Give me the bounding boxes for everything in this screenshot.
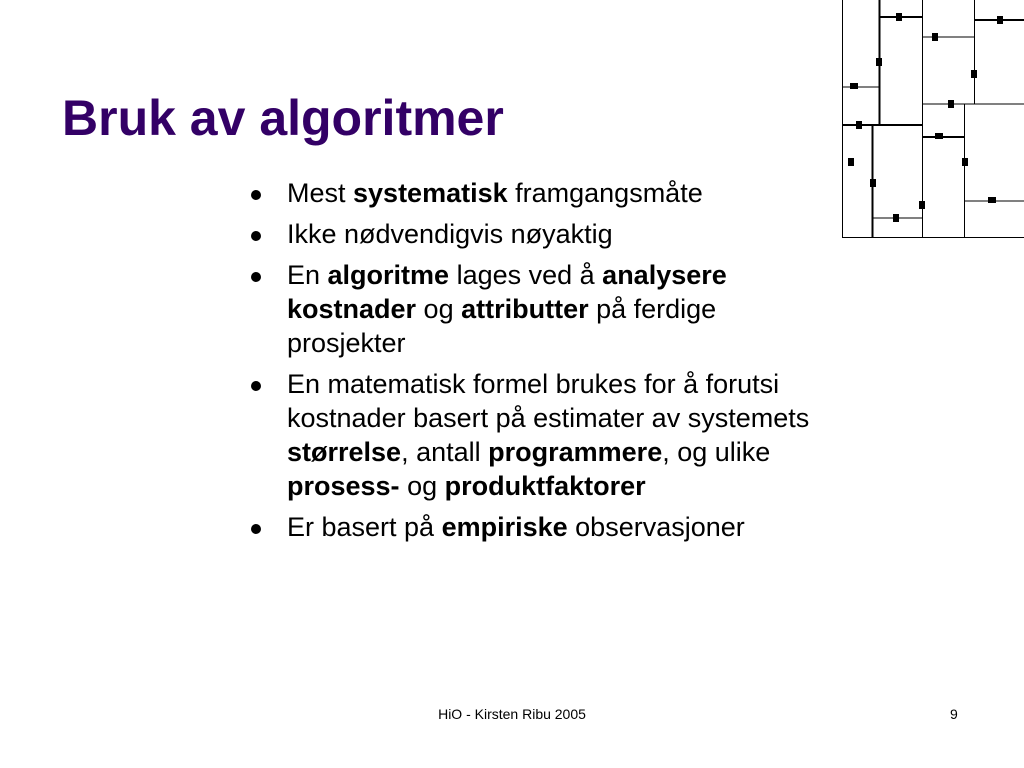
- bullet-text: Mest: [287, 178, 354, 208]
- bullet-dot-icon: [251, 190, 261, 200]
- bullet-bold-text: algoritme: [327, 260, 450, 290]
- bullet-text: og: [399, 471, 445, 501]
- bullet-dot-icon: [251, 381, 261, 391]
- bullet-bold-text: produktfaktorer: [444, 471, 646, 501]
- bullet-item: [248, 217, 828, 251]
- bullet-item: [248, 176, 828, 210]
- bullet-text: En: [287, 260, 328, 290]
- bullet-text: En matematisk formel brukes for å forutsi kostnader basert på estimater av systemets: [287, 369, 810, 433]
- bullet-text: Ikke nødvendigvis nøyaktig: [287, 219, 613, 249]
- bullet-list: [248, 176, 828, 551]
- bullet-dot-icon: [251, 524, 261, 534]
- bullet-text: lages ved å: [449, 260, 603, 290]
- bullet-bold-text: attributter: [461, 294, 589, 324]
- bullet-text: , og ulike: [662, 437, 771, 467]
- partition-diagram-icon: [842, 0, 1024, 238]
- footer-text: HiO - Kirsten Ribu 2005: [438, 706, 586, 722]
- bullet-text: på ferdige prosjekter: [287, 294, 717, 358]
- bullet-bold-text: størrelse: [287, 437, 402, 467]
- bullet-text: observasjoner: [567, 512, 745, 542]
- bullet-text: og: [416, 294, 462, 324]
- page-number: 9: [950, 706, 958, 722]
- bullet-item: [248, 367, 828, 503]
- bullet-text: Er basert på: [287, 512, 442, 542]
- bullet-text: framgangsmåte: [507, 178, 703, 208]
- bullet-bold-text: programmere: [488, 437, 663, 467]
- bullet-bold-text: analysere kostnader: [287, 260, 727, 324]
- bullet-dot-icon: [251, 231, 261, 241]
- slide-title: Bruk av algoritmer: [62, 90, 504, 146]
- bullet-bold-text: systematisk: [353, 178, 508, 208]
- bullet-bold-text: empiriske: [441, 512, 568, 542]
- bullet-dot-icon: [251, 272, 261, 282]
- bullet-item: [248, 258, 828, 360]
- bullet-item: [248, 510, 828, 544]
- bullet-bold-text: prosess-: [287, 471, 400, 501]
- bullet-text: , antall: [401, 437, 489, 467]
